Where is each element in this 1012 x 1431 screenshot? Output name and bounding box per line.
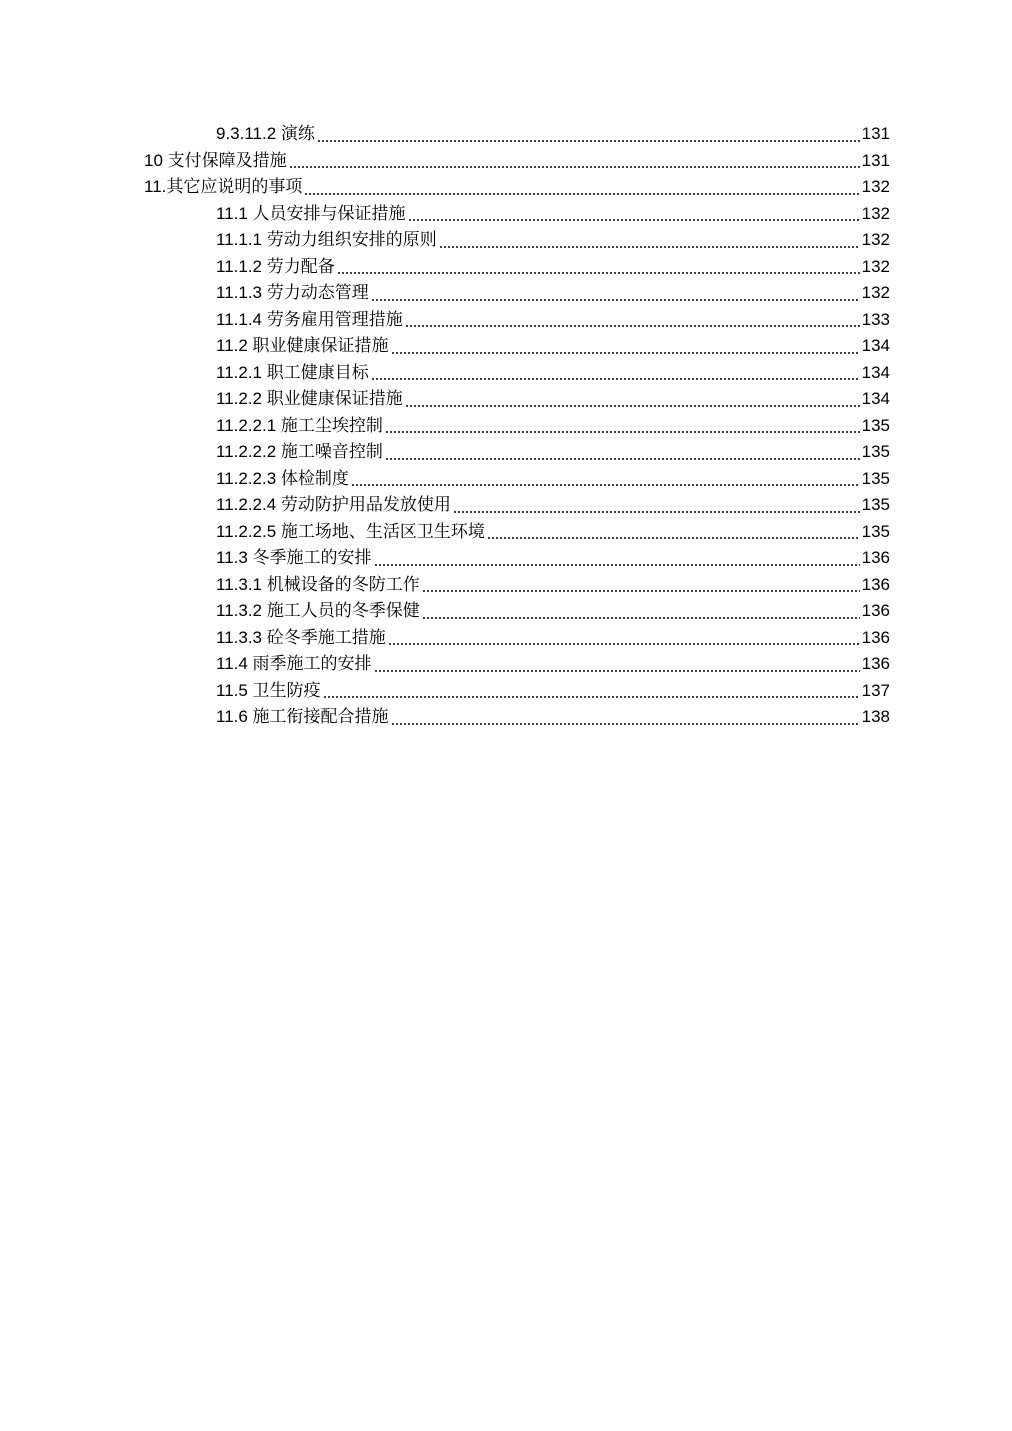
toc-dot-leader [337, 272, 860, 274]
toc-dot-leader [371, 378, 860, 380]
toc-page-number: 135 [861, 521, 890, 541]
toc-page-number: 136 [861, 627, 890, 647]
toc-entry-title: 11.2.2.4 劳动防护用品发放使用 [216, 495, 451, 514]
toc-entry[interactable] [144, 148, 890, 175]
toc-entry[interactable] [144, 651, 890, 678]
toc-entry-title: 11.3.2 施工人员的冬季保健 [216, 601, 420, 620]
toc-dot-leader [391, 723, 860, 725]
toc-dot-leader [385, 458, 860, 460]
toc-entry[interactable] [144, 492, 890, 519]
toc-entry[interactable] [144, 227, 890, 254]
toc-entry-title: 11.2 职业健康保证措施 [216, 336, 389, 355]
toc-entry[interactable] [144, 519, 890, 546]
toc-entry-title: 11.2.2 职业健康保证措施 [216, 389, 403, 408]
toc-entry-title: 11.1.3 劳力动态管理 [216, 283, 369, 302]
toc-page-number: 136 [861, 574, 890, 594]
toc-page-number: 135 [861, 468, 890, 488]
toc-entry-title: 11.1 人员安排与保证措施 [216, 203, 406, 223]
toc-entry-title: 11.3.1 机械设备的冬防工作 [216, 574, 420, 594]
toc-entry-title: 11.3.3 砼冬季施工措施 [216, 627, 386, 647]
toc-entry[interactable] [144, 201, 890, 228]
toc-entry-title: 11.4 雨季施工的安排 [216, 654, 372, 673]
toc-dot-leader [439, 246, 860, 248]
toc-entry[interactable] [144, 333, 890, 360]
toc-page-number: 136 [861, 548, 890, 567]
toc-entry[interactable] [144, 678, 890, 705]
toc-page-number: 132 [861, 177, 890, 196]
toc-entry-title: 11.1.1 劳动力组织安排的原则 [216, 230, 437, 249]
toc-entry[interactable] [144, 121, 890, 148]
toc-dot-leader [487, 537, 860, 539]
toc-page-number: 133 [861, 309, 890, 329]
toc-entry-title: 11.其它应说明的事项 [144, 177, 303, 196]
toc-dot-leader [388, 643, 860, 645]
toc-page-number: 131 [861, 150, 890, 170]
toc-page-number: 136 [861, 601, 890, 620]
toc-entry-title: 11.2.2.5 施工场地、生活区卫生环境 [216, 521, 485, 541]
toc-page-number: 132 [861, 283, 890, 302]
toc-entry-title: 10 支付保障及措施 [144, 150, 287, 170]
toc-page-number: 134 [861, 336, 890, 355]
toc-dot-leader [408, 219, 860, 221]
toc-dot-leader [374, 670, 860, 672]
toc-entry-title: 11.1.2 劳力配备 [216, 256, 335, 276]
toc-entry[interactable] [144, 704, 890, 731]
toc-entry[interactable] [144, 545, 890, 572]
toc-dot-leader [317, 140, 860, 142]
toc-entry[interactable] [144, 439, 890, 466]
toc-entry-title: 9.3.11.2 演练 [216, 124, 315, 143]
toc-dot-leader [351, 484, 860, 486]
toc-entry[interactable] [144, 307, 890, 334]
table-of-contents [144, 121, 890, 731]
toc-page-number: 138 [861, 707, 890, 726]
toc-page-number: 134 [861, 362, 890, 382]
toc-page-number: 131 [861, 124, 890, 143]
toc-entry-title: 11.2.2.2 施工噪音控制 [216, 442, 383, 461]
toc-entry[interactable] [144, 598, 890, 625]
toc-entry[interactable] [144, 572, 890, 599]
toc-dot-leader [422, 590, 860, 592]
toc-entry-title: 11.3 冬季施工的安排 [216, 548, 372, 567]
toc-page-number: 132 [861, 203, 890, 223]
toc-entry[interactable] [144, 625, 890, 652]
toc-page-number: 136 [861, 654, 890, 673]
toc-page-number: 134 [861, 389, 890, 408]
toc-dot-leader [304, 193, 859, 195]
toc-entry-title: 11.2.1 职工健康目标 [216, 362, 369, 382]
toc-page-number: 135 [861, 442, 890, 461]
toc-page-number: 132 [861, 256, 890, 276]
toc-page-number: 137 [861, 680, 890, 700]
toc-dot-leader [374, 564, 860, 566]
toc-entry-title: 11.2.2.3 体检制度 [216, 468, 349, 488]
toc-dot-leader [323, 696, 860, 698]
toc-entry[interactable] [144, 413, 890, 440]
toc-entry[interactable] [144, 466, 890, 493]
toc-entry[interactable] [144, 254, 890, 281]
toc-entry[interactable] [144, 360, 890, 387]
toc-entry-title: 11.2.2.1 施工尘埃控制 [216, 415, 383, 435]
toc-dot-leader [289, 166, 860, 168]
toc-dot-leader [453, 511, 860, 513]
toc-entry-title: 11.1.4 劳务雇用管理措施 [216, 309, 403, 329]
toc-dot-leader [391, 352, 860, 354]
toc-page-number: 135 [861, 495, 890, 514]
toc-entry[interactable] [144, 174, 890, 201]
toc-entry[interactable] [144, 280, 890, 307]
toc-entry-title: 11.5 卫生防疫 [216, 680, 321, 700]
toc-page-number: 132 [861, 230, 890, 249]
toc-dot-leader [422, 617, 860, 619]
toc-page-number: 135 [861, 415, 890, 435]
toc-dot-leader [371, 299, 860, 301]
toc-entry[interactable] [144, 386, 890, 413]
toc-dot-leader [405, 405, 860, 407]
toc-dot-leader [405, 325, 860, 327]
toc-entry-title: 11.6 施工衔接配合措施 [216, 707, 389, 726]
toc-dot-leader [385, 431, 860, 433]
